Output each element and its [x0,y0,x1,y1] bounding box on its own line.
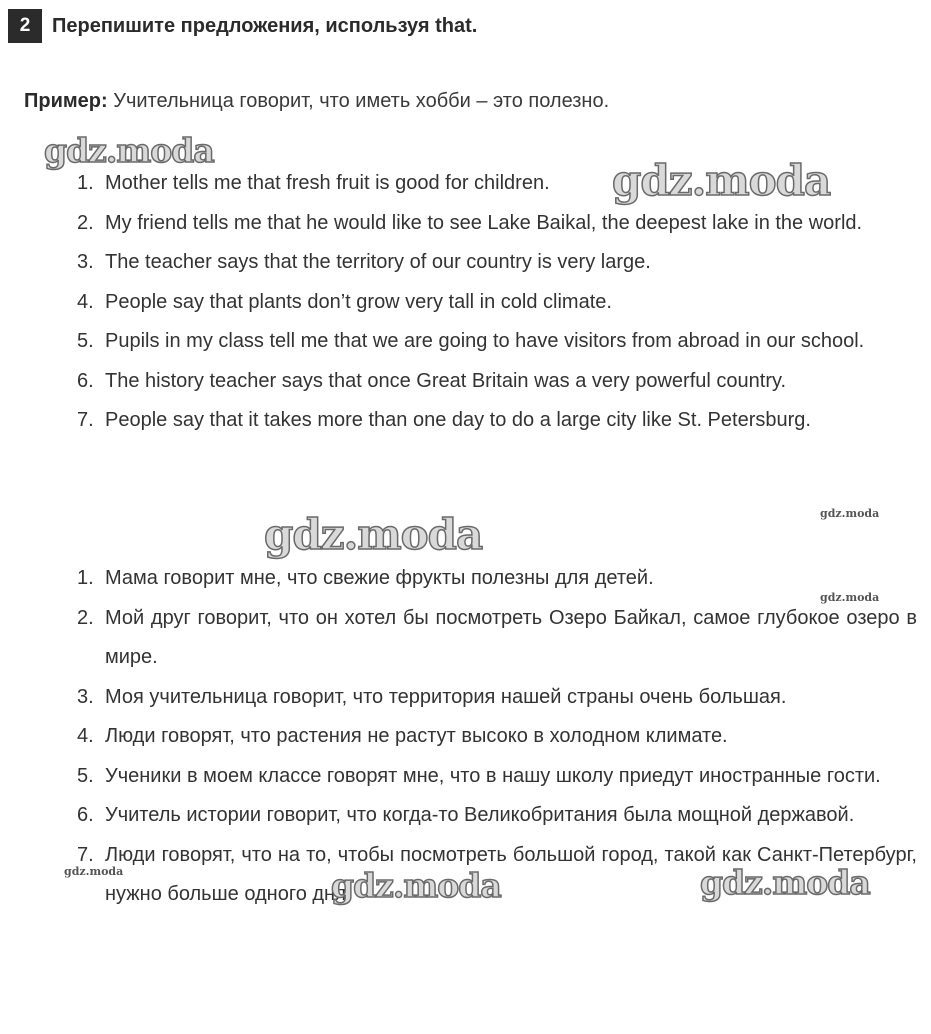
russian-sentence-list [77,559,917,915]
sentence-text: Мама говорит мне, что свежие фрукты полезны для детей. [105,567,654,589]
sentence-number: 1. [77,567,94,589]
watermark: gdz.moda [820,507,880,520]
watermark: gdz.moda [700,863,870,902]
english-sentence-list [77,164,917,441]
sentence-text: Люди говорят, что на то, чтобы посмотреть большой город, такой как Санкт-Петербург, нужно больше одного дня. [105,843,917,905]
example-label: Пример: [24,90,108,112]
english-sentence [77,204,917,244]
russian-sentence [77,757,917,797]
watermark: gdz.moda [820,591,880,604]
russian-sentence [77,796,917,836]
task-title: Перепишите предложения, используя that. [52,14,478,37]
sentence-text: My friend tells me that he would like to see Lake Baikal, the deepest lake in the world. [105,211,863,234]
sentence-number: 3. [77,685,94,708]
sentence-number: 2. [77,606,94,629]
english-sentence [77,362,917,402]
sentence-text: People say that it takes more than one day to do a large city like St. Petersburg. [105,409,811,431]
sentence-text: Люди говорят, что растения не растут высоко в холодном климате. [105,725,728,747]
sentence-number: 5. [77,330,94,352]
sentence-text: Ученики в моем классе говорят мне, что в нашу школу приедут иностранные гости. [105,764,881,787]
task-header [8,9,477,43]
sentence-number: 6. [77,804,94,826]
sentence-text: Pupils in my class tell me that we are going to have visitors from abroad in our school. [105,330,865,352]
russian-sentence [77,678,917,718]
watermark: gdz.moda [612,156,831,205]
sentence-text: Mother tells me that fresh fruit is good for children. [105,172,550,194]
english-sentence [77,243,917,283]
sentence-number: 4. [77,725,94,747]
sentence-text: The teacher says that the territory of our country is very large. [105,251,651,273]
sentence-text: People say that plants don’t grow very tall in cold climate. [105,290,612,313]
sentence-text: Моя учительница говорит, что территория нашей страны очень большая. [105,685,787,708]
english-sentence [77,283,917,323]
task-number-badge: 2 [8,9,42,43]
watermark: gdz.moda [44,131,214,170]
watermark: gdz.moda [64,865,124,878]
sentence-number: 6. [77,369,94,392]
sentence-text: The history teacher says that once Great Britain was a very powerful country. [105,369,787,392]
example-line [24,90,609,113]
watermark: gdz.moda [331,866,501,905]
sentence-text: Мой друг говорит, что он хотел бы посмотреть Озеро Байкал, самое глубокое озеро в мире. [105,606,917,668]
english-sentence [77,401,917,441]
russian-sentence [77,717,917,757]
russian-sentence [77,559,917,599]
russian-sentence [77,599,917,678]
sentence-number: 3. [77,251,94,273]
sentence-number: 2. [77,211,94,234]
sentence-number: 4. [77,290,94,313]
example-text: Учительница говорит, что иметь хобби – это полезно. [113,90,610,112]
sentence-number: 1. [77,172,94,194]
sentence-text: Учитель истории говорит, что когда-то Великобритания была мощной державой. [105,804,855,826]
sentence-number: 7. [77,409,94,431]
sentence-number: 7. [77,843,94,866]
sentence-number: 5. [77,764,94,787]
english-sentence [77,322,917,362]
watermark: gdz.moda [264,510,483,559]
